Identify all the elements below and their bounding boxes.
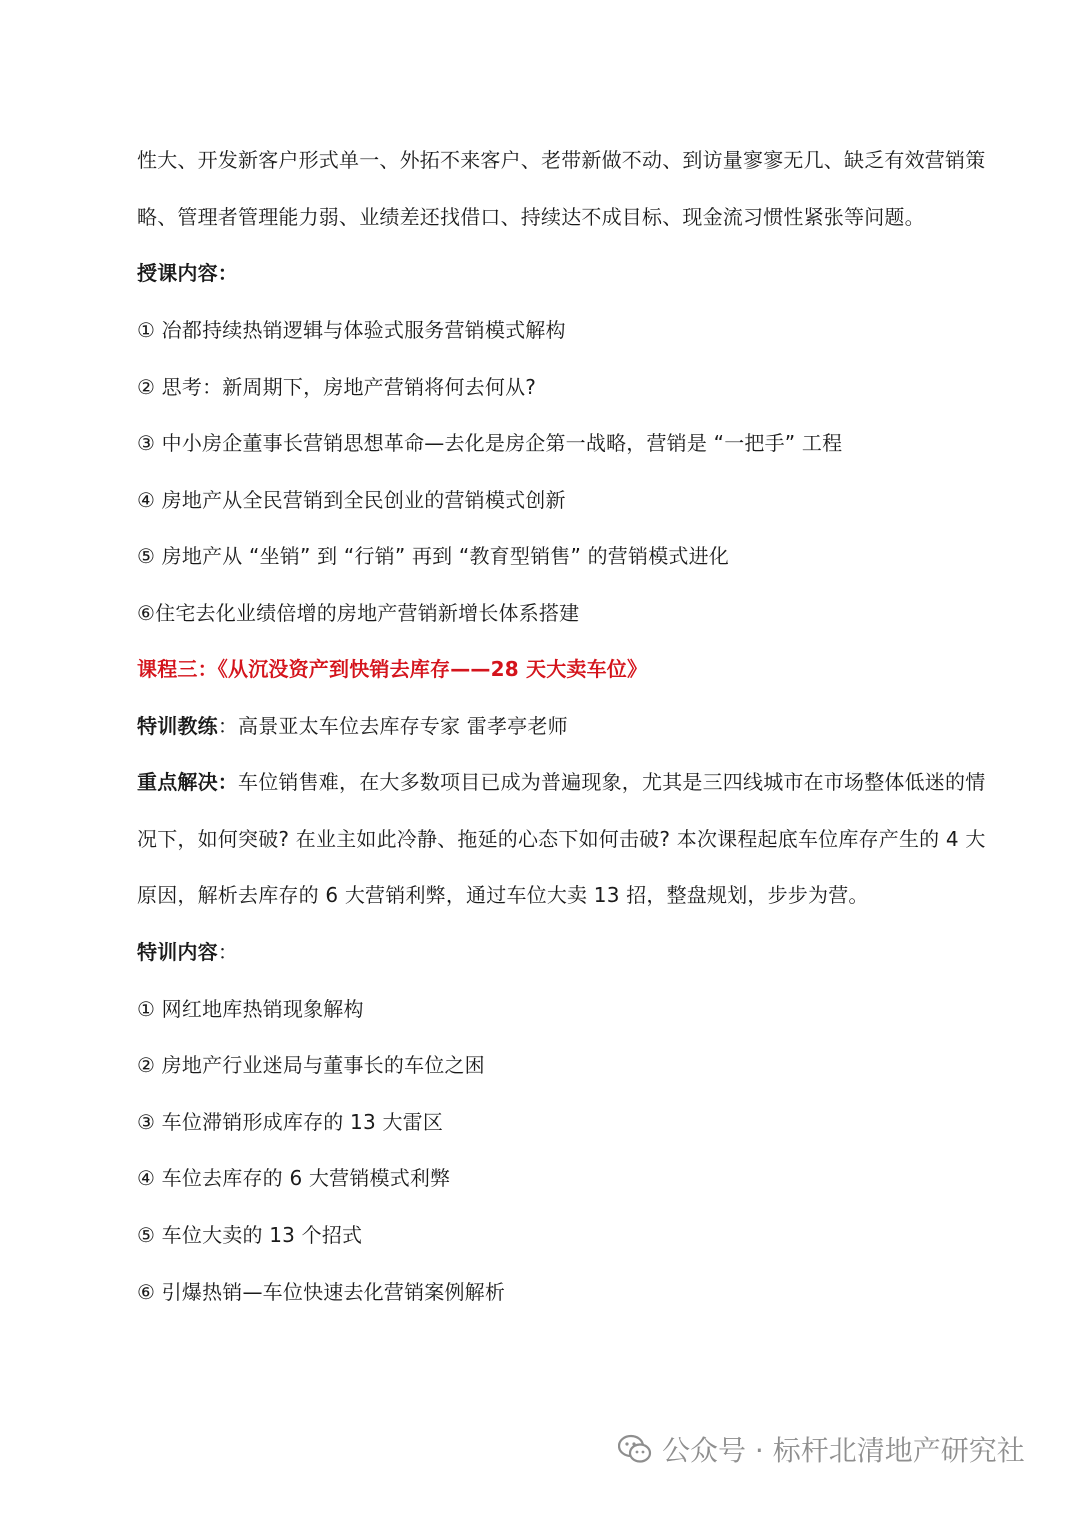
focus-line-1 (137, 768, 997, 796)
course-item-3: ③ 中小房企董事长营销思想革命—去化是房企第一战略，营销是 “一把手” 工程 (137, 431, 843, 455)
training-item-1: ① 网红地库热销现象解构 (137, 997, 364, 1021)
watermark-text: 公众号 · 标杆北清地产研究社 (662, 1434, 1025, 1467)
course-item-5: ⑤ 房地产从 “坐销” 到 “行销” 再到 “教育型销售” 的营销模式进化 (137, 544, 729, 568)
training-item-2: ② 房地产行业迷局与董事长的车位之困 (137, 1053, 485, 1077)
focus-line-2: 况下，如何突破? 在业主如此冷静、拖延的心态下如何击破? 本次课程起底车位库存产生的 4 大 (137, 827, 986, 851)
course-item-4: ④ 房地产从全民营销到全民创业的营销模式创新 (137, 488, 566, 512)
course3-title: 课程三：《从沉没资产到快销去库存——28 天大卖车位》 (137, 657, 648, 681)
wechat-icon (618, 1434, 652, 1464)
course-item-1: ① 冶都持续热销逻辑与体验式服务营销模式解构 (137, 318, 566, 342)
training-item-4: ④ 车位去库存的 6 大营销模式利弊 (137, 1166, 451, 1190)
training-item-6: ⑥ 引爆热销—车位快速去化营销案例解析 (137, 1280, 506, 1304)
course-item-6: ⑥住宅去化业绩倍增的房地产营销新增长体系搭建 (137, 601, 580, 625)
coach-label: 特训教练 (137, 714, 218, 738)
coach-text: ：高景亚太车位去库存专家 雷孝亭老师 (217, 714, 568, 738)
training-item-5: ⑤ 车位大卖的 13 个招式 (137, 1223, 363, 1247)
training-heading-colon: ： (217, 940, 239, 964)
focus-line-3: 原因，解析去库存的 6 大营销利弊，通过车位大卖 13 招，整盘规划，步步为营。 (137, 883, 869, 907)
coach-line (137, 712, 997, 740)
paragraph-line-2: 略、管理者管理能力弱、业绩差还找借口、持续达不成目标、现金流习惯性紧张等问题。 (137, 205, 925, 229)
course-content-heading: 授课内容： (137, 261, 238, 285)
course-item-2: ② 思考：新周期下，房地产营销将何去何从? (137, 375, 537, 399)
training-heading-label: 特训内容 (137, 940, 218, 964)
paragraph-line-1: 性大、开发新客户形式单一、外拓不来客户、老带新做不动、到访量寥寥无几、缺乏有效营销策 (137, 148, 986, 172)
focus-text-1: 车位销售难，在大多数项目已成为普遍现象，尤其是三四线城市在市场整体低迷的情 (238, 770, 986, 794)
training-item-3: ③ 车位滞销形成库存的 13 大雷区 (137, 1110, 444, 1134)
focus-label: 重点解决： (137, 770, 238, 794)
training-heading (137, 938, 997, 966)
watermark (618, 1429, 1025, 1469)
